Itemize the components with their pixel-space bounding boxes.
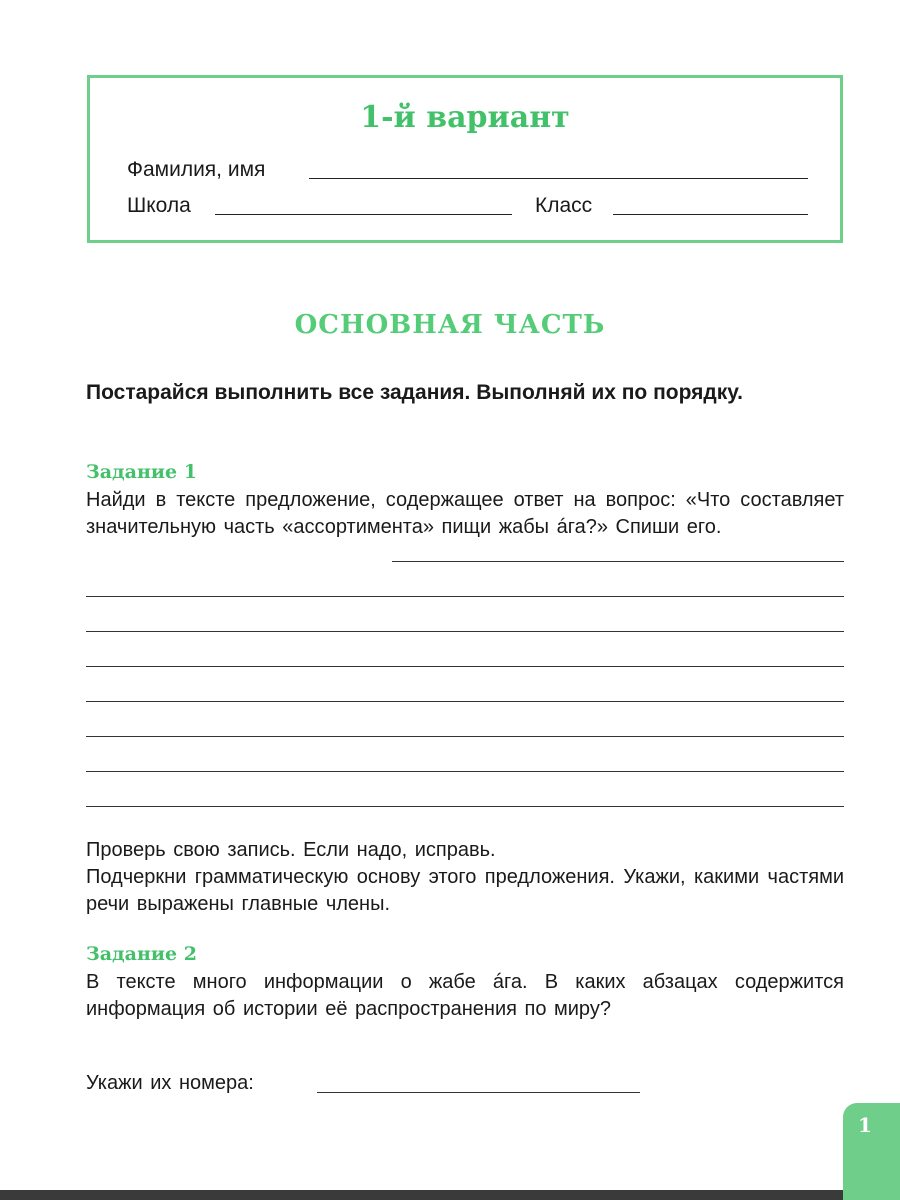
task-1-grammar-text: Подчеркни грамматическую основу этого предложения. Укажи, какими частями речи выражены главные члены. bbox=[86, 866, 844, 915]
section-title: ОСНОВНАЯ ЧАСТЬ bbox=[294, 310, 606, 340]
page-bottom-edge bbox=[0, 1190, 843, 1200]
surname-label: Фамилия, имя bbox=[127, 158, 266, 181]
task-2-title: Задание 2 bbox=[86, 943, 197, 965]
task-1-answer-line[interactable] bbox=[392, 561, 844, 562]
surname-field[interactable] bbox=[309, 178, 808, 179]
task-2-question: В тексте много информации о жабе áга. В каких абзацах содержится информация об истории её распространения по миру? bbox=[86, 971, 844, 1020]
class-label: Класс bbox=[535, 194, 593, 217]
task-1-question: Найди в тексте предложение, содержащее ответ на вопрос: «Что составляет значительную часть «ассортимента» пищи жабы áга?» Спиши его. bbox=[86, 489, 844, 538]
task-1-title: Задание 1 bbox=[86, 461, 197, 483]
task-1-answer-line[interactable] bbox=[86, 701, 844, 702]
school-label: Школа bbox=[127, 194, 191, 217]
task-1-answer-line[interactable] bbox=[86, 806, 844, 807]
task-2-answer-label: Укажи их номера: bbox=[86, 1072, 254, 1094]
task-1-answer-line[interactable] bbox=[86, 736, 844, 737]
variant-title: 1-й вариант bbox=[360, 100, 570, 135]
task-2-answer-field[interactable] bbox=[317, 1092, 640, 1093]
task-1-answer-line[interactable] bbox=[86, 771, 844, 772]
school-field[interactable] bbox=[215, 214, 512, 215]
task-1-answer-line[interactable] bbox=[86, 631, 844, 632]
task-1-answer-line[interactable] bbox=[86, 666, 844, 667]
class-field[interactable] bbox=[613, 214, 808, 215]
instruction-text: Постарайся выполнить все задания. Выполняй их по порядку. bbox=[86, 381, 743, 404]
page-number: 1 bbox=[858, 1113, 872, 1137]
task-1-answer-line[interactable] bbox=[86, 596, 844, 597]
task-1-check-text: Проверь свою запись. Если надо, исправь. bbox=[86, 839, 496, 861]
